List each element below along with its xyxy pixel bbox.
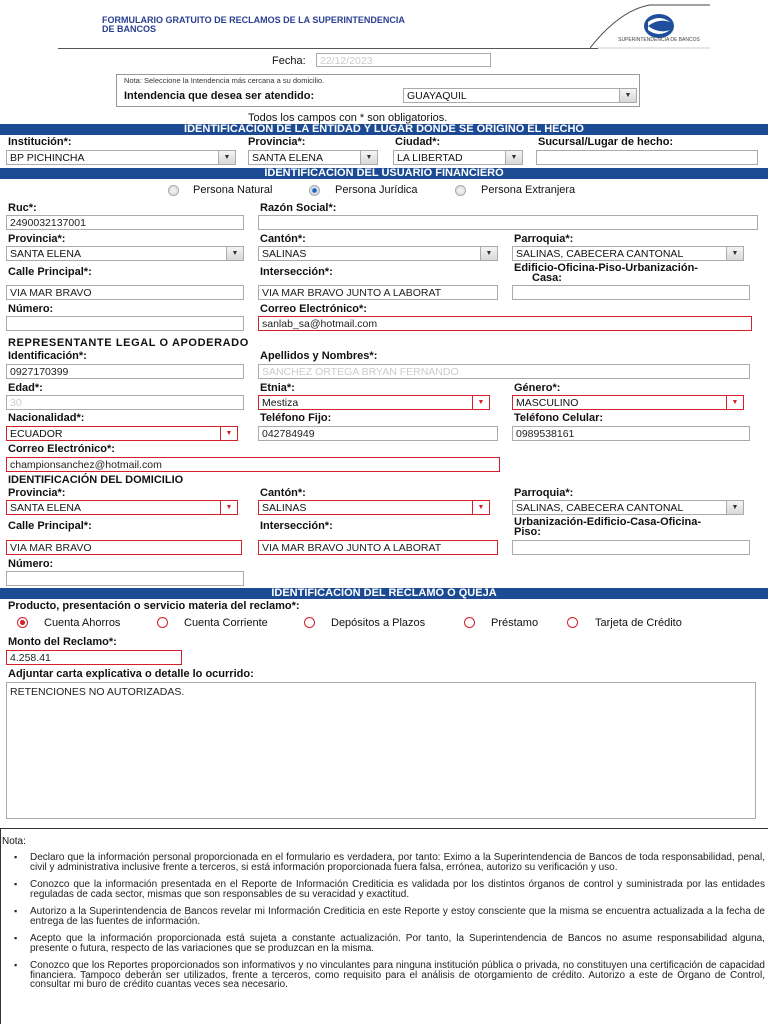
domicilio-provincia-select[interactable]	[6, 500, 238, 515]
nota-item: ▪ Acepto que la información proporcionada está sujeta a constante actualización. Por tanto, la Superintendencia de Bancos no asume responsabilidad alguna, presente o futura, respecto de las variaciones que se produzcan en la misma.	[0, 934, 765, 953]
entidad-provincia-value: SANTA ELENA	[252, 152, 323, 164]
ruc-field[interactable]: 2490032137001	[6, 215, 244, 230]
institucion-select-value: BP PICHINCHA	[10, 152, 85, 164]
apellidos-field[interactable]: SANCHEZ ORTEGA BRYAN FERNANDO	[258, 364, 750, 379]
representante-correo-field[interactable]: championsanchez@hotmail.com	[6, 457, 500, 472]
genero-select-value: MASCULINO	[516, 397, 579, 409]
institucion-select[interactable]	[6, 150, 236, 165]
usuario-edificio-label	[514, 263, 698, 283]
monto-field[interactable]: 4.258.41	[6, 650, 182, 665]
section-reclamo-header: IDENTIFICACIÓN DEL RECLAMO O QUEJA	[0, 588, 768, 599]
chevron-down-icon: ▼	[220, 427, 237, 440]
carta-textarea[interactable]: RETENCIONES NO AUTORIZADAS.	[6, 682, 756, 819]
usuario-provincia-select[interactable]	[6, 246, 244, 261]
radio-prestamo[interactable]	[464, 617, 475, 628]
etnia-label: Etnia*:	[260, 382, 295, 394]
domicilio-canton-value: SALINAS	[262, 502, 307, 514]
fecha-field[interactable]: 22/12/2023	[316, 53, 491, 67]
representante-title: REPRESENTANTE LEGAL O APODERADO	[8, 337, 249, 349]
chevron-down-icon: ▼	[619, 89, 636, 102]
domicilio-parroquia-select[interactable]	[512, 500, 744, 515]
usuario-edificio-label-2: Casa:	[532, 272, 562, 284]
persona-extranjera-label: Persona Extranjera	[481, 184, 576, 196]
usuario-interseccion-field[interactable]: VIA MAR BRAVO JUNTO A LABORAT	[258, 285, 498, 300]
radio-persona-extranjera[interactable]	[455, 185, 466, 196]
nota-item: ▪ Conozco que la información presentada en el Reporte de Información Crediticia es validada por los distintos órganos de control y suministrada por las entidades reguladas de cada sector, mismas que son responsables de su veracidad y exactitud.	[0, 880, 765, 899]
usuario-provincia-label: Provincia*:	[8, 233, 66, 245]
ciudad-select-value: LA LIBERTAD	[397, 152, 463, 164]
usuario-canton-label: Cantón*:	[260, 233, 306, 245]
usuario-calle-field[interactable]: VIA MAR BRAVO	[6, 285, 244, 300]
required-note: Todos los campos con * son obligatorios.	[248, 112, 448, 124]
razon-social-field[interactable]	[258, 215, 758, 230]
domicilio-calle-label: Calle Principal*:	[8, 520, 92, 532]
chevron-down-icon: ▼	[505, 151, 522, 164]
representante-correo-label: Correo Electrónico*:	[8, 443, 115, 455]
cuenta-corriente-label: Cuenta Corriente	[184, 617, 268, 629]
domicilio-urbanizacion-label-1: Urbanización-Edificio-Casa-Oficina-	[514, 516, 702, 528]
usuario-edificio-field[interactable]	[512, 285, 750, 300]
edad-field[interactable]: 30	[6, 395, 244, 410]
identificacion-label: Identificación*:	[8, 350, 87, 362]
domicilio-canton-select[interactable]	[258, 500, 490, 515]
usuario-calle-label: Calle Principal*:	[8, 266, 92, 278]
identificacion-field[interactable]: 0927170399	[6, 364, 244, 379]
persona-natural-label: Persona Natural	[193, 184, 273, 196]
domicilio-interseccion-field[interactable]: VIA MAR BRAVO JUNTO A LABORAT	[258, 540, 498, 555]
chevron-down-icon: ▼	[226, 247, 243, 260]
monto-label: Monto del Reclamo*:	[8, 636, 117, 648]
domicilio-calle-field[interactable]: VIA MAR BRAVO	[6, 540, 242, 555]
radio-depositos-plazos[interactable]	[304, 617, 315, 628]
usuario-correo-label: Correo Electrónico*:	[260, 303, 367, 315]
intendencia-note: Nota: Seleccione la Intendencia más cercana a su domicilio.	[124, 76, 325, 85]
nota-item: ▪ Declaro que la información personal proporcionada en el formulario es verdadera, por tanto: Eximo a la Superintendencia de Bancos de toda responsabilidad, penal, civil y administrativa inclusive frente a terceros, si está información proporcionada fuera falsa, errónea, autorizo su verificación y uso.	[0, 853, 765, 872]
intendencia-select[interactable]	[403, 88, 637, 103]
section-usuario-header: IDENTIFICACIÓN DEL USUARIO FINANCIERO	[0, 168, 768, 179]
radio-persona-juridica[interactable]	[309, 185, 320, 196]
usuario-interseccion-label: Intersección*:	[260, 266, 333, 278]
cuenta-ahorros-label: Cuenta Ahorros	[44, 617, 121, 629]
genero-label: Género*:	[514, 382, 561, 394]
superintendencia-logo-icon	[636, 12, 682, 40]
radio-cuenta-ahorros[interactable]	[17, 617, 28, 628]
apellidos-label: Apellidos y Nombres*:	[260, 350, 378, 362]
domicilio-urbanizacion-field[interactable]	[512, 540, 750, 555]
domicilio-provincia-label: Provincia*:	[8, 487, 66, 499]
chevron-down-icon: ▼	[480, 247, 497, 260]
domicilio-urbanizacion-label	[514, 517, 701, 537]
nota-title: Nota:	[2, 836, 26, 847]
nacionalidad-label: Nacionalidad*:	[8, 412, 85, 424]
nota-item: ▪ Autorizo a la Superintendencia de Bancos revelar mi Información Crediticia en este Reporte y estoy consciente que la misma se encuentra actualizada a la fecha de entrega de las fuentes de información.	[0, 907, 765, 926]
domicilio-numero-field[interactable]	[6, 571, 244, 586]
radio-cuenta-corriente[interactable]	[157, 617, 168, 628]
domicilio-parroquia-label: Parroquia*:	[514, 487, 574, 499]
usuario-correo-field[interactable]: sanlab_sa@hotmail.com	[258, 316, 752, 331]
telefono-celular-label: Teléfono Celular:	[514, 412, 604, 424]
genero-select[interactable]	[512, 395, 744, 410]
entidad-provincia-label: Provincia*:	[248, 136, 306, 148]
usuario-provincia-value: SANTA ELENA	[10, 248, 81, 260]
chevron-down-icon: ▼	[472, 396, 489, 409]
domicilio-parroquia-value: SALINAS, CABECERA CANTONAL	[516, 502, 684, 514]
usuario-parroquia-value: SALINAS, CABECERA CANTONAL	[516, 248, 684, 260]
ciudad-select[interactable]	[393, 150, 523, 165]
chevron-down-icon: ▼	[726, 247, 743, 260]
form-title-line2: DE BANCOS	[102, 24, 157, 34]
usuario-canton-select[interactable]	[258, 246, 498, 261]
domicilio-numero-label: Número:	[8, 558, 54, 570]
usuario-canton-value: SALINAS	[262, 248, 307, 260]
usuario-numero-label: Número:	[8, 303, 54, 315]
chevron-down-icon: ▼	[472, 501, 489, 514]
ciudad-label: Ciudad*:	[395, 136, 441, 148]
ruc-label: Ruc*:	[8, 202, 37, 214]
tarjeta-credito-label: Tarjeta de Crédito	[595, 617, 682, 629]
telefono-fijo-label: Teléfono Fijo:	[260, 412, 332, 424]
section-entidad-header: IDENTIFICACIÓN DE LA ENTIDAD Y LUGAR DÓNDE SE ORIGINÓ EL HECHO	[0, 124, 768, 135]
sucursal-field[interactable]	[536, 150, 758, 165]
form-title	[102, 16, 542, 34]
usuario-edificio-label-1: Edificio-Oficina-Piso-Urbanización-	[514, 262, 698, 274]
chevron-down-icon: ▼	[726, 501, 743, 514]
intendencia-select-value: GUAYAQUIL	[407, 90, 467, 102]
form-title-line1: FORMULARIO GRATUITO DE RECLAMOS DE LA SUPERINTENDENCIA	[102, 15, 405, 25]
chevron-down-icon: ▼	[218, 151, 235, 164]
nacionalidad-select-value: ECUADOR	[10, 428, 63, 440]
persona-juridica-label: Persona Jurídica	[335, 184, 418, 196]
usuario-parroquia-select[interactable]	[512, 246, 744, 261]
edad-label: Edad*:	[8, 382, 43, 394]
domicilio-interseccion-label: Intersección*:	[260, 520, 333, 532]
telefono-celular-field[interactable]: 0989538161	[512, 426, 750, 441]
carta-label: Adjuntar carta explicativa o detalle lo ocurrido:	[8, 668, 254, 680]
usuario-parroquia-label: Parroquia*:	[514, 233, 574, 245]
chevron-down-icon: ▼	[726, 396, 743, 409]
telefono-fijo-field[interactable]: 042784949	[258, 426, 498, 441]
intendencia-label: Intendencia que desea ser atendido:	[124, 90, 315, 102]
chevron-down-icon: ▼	[360, 151, 377, 164]
radio-tarjeta-credito[interactable]	[567, 617, 578, 628]
sucursal-label: Sucursal/Lugar de hecho:	[538, 136, 674, 148]
depositos-plazos-label: Depósitos a Plazos	[331, 617, 426, 629]
usuario-numero-field[interactable]	[6, 316, 244, 331]
domicilio-urbanizacion-label-2: Piso:	[514, 526, 541, 538]
etnia-select-value: Mestiza	[262, 397, 299, 409]
producto-label: Producto, presentación o servicio materia del reclamo*:	[8, 600, 300, 612]
nota-item: ▪ Conozco que los Reportes proporcionados son informativos y no vinculantes para ninguna institución pública o privada, no constituyen una certificación de capacidad financiera. Tampoco deberán ser utilizados, frente a terceros, como requisito para el análisis de otorgamiento de crédito. Autorizo a este de Órgano de Control, consultar mi buro de crédito cuantas veces sea necesario.	[0, 961, 765, 990]
logo-caption: SUPERINTENDENCIA DE BANCOS	[618, 37, 700, 43]
nacionalidad-select[interactable]	[6, 426, 238, 441]
radio-persona-natural[interactable]	[168, 185, 179, 196]
chevron-down-icon: ▼	[220, 501, 237, 514]
prestamo-label: Préstamo	[491, 617, 539, 629]
domicilio-title: IDENTIFICACIÓN DEL DOMICILIO	[8, 474, 184, 486]
domicilio-provincia-value: SANTA ELENA	[10, 502, 81, 514]
entidad-provincia-select[interactable]	[248, 150, 378, 165]
fecha-label: Fecha:	[272, 55, 306, 67]
header-divider	[58, 48, 598, 49]
nota-list	[0, 853, 765, 998]
institucion-label: Institución*:	[8, 136, 72, 148]
etnia-select[interactable]	[258, 395, 490, 410]
domicilio-canton-label: Cantón*:	[260, 487, 306, 499]
razon-social-label: Razón Social*:	[260, 202, 337, 214]
